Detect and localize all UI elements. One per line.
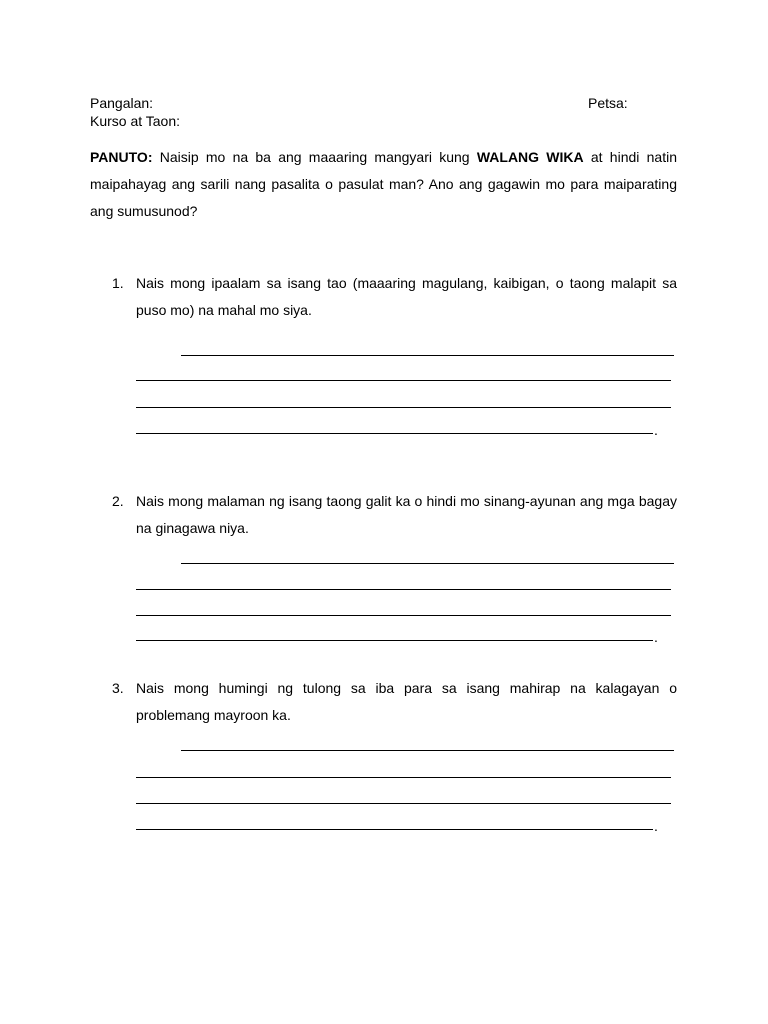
instructions-text-after: at hindi natin maipahayag ang sarili nang pasalita o pasulat man? Ano ang gagawin mo para maiparating ang sumusunod? <box>90 149 677 219</box>
date-label: Petsa: <box>588 95 628 111</box>
instructions-label: PANUTO: <box>90 149 153 165</box>
answer-line[interactable] <box>136 777 671 778</box>
question-number: 2. <box>112 493 124 509</box>
question-text: Nais mong ipaalam sa isang tao (maaaring magulang, kaibigan, o taong malapit sa puso mo) na mahal mo siya. <box>136 275 677 318</box>
instructions-emphasis: WALANG WIKA <box>476 149 584 165</box>
course-year-label: Kurso at Taon: <box>90 113 181 129</box>
answer-end-period: . <box>654 422 658 438</box>
answer-line[interactable] <box>136 589 671 590</box>
answer-line[interactable] <box>136 407 671 408</box>
answer-line[interactable] <box>181 563 674 564</box>
answer-line[interactable] <box>181 750 674 751</box>
answer-line[interactable] <box>136 615 671 616</box>
answer-end-period: . <box>654 629 658 645</box>
answer-line[interactable] <box>136 803 671 804</box>
question-2 <box>90 488 677 542</box>
question-number: 3. <box>112 680 124 696</box>
question-3 <box>90 675 677 729</box>
question-number: 1. <box>112 275 124 291</box>
name-label: Pangalan: <box>90 95 154 111</box>
question-text: Nais mong malaman ng isang taong galit ka o hindi mo sinang-ayunan ang mga bagay na ginagawa niya. <box>136 493 677 536</box>
answer-end-period: . <box>654 818 658 834</box>
answer-line[interactable] <box>136 640 653 641</box>
instructions-paragraph <box>90 144 677 225</box>
question-1 <box>90 270 677 324</box>
answer-line[interactable] <box>136 433 653 434</box>
answer-line[interactable] <box>136 380 671 381</box>
answer-line[interactable] <box>136 829 653 830</box>
instructions-text-before: Naisip mo na ba ang maaaring mangyari kung <box>152 149 477 165</box>
answer-line[interactable] <box>181 355 674 356</box>
question-text: Nais mong humingi ng tulong sa iba para sa isang mahirap na kalagayan o problemang mayroon ka. <box>136 680 677 723</box>
